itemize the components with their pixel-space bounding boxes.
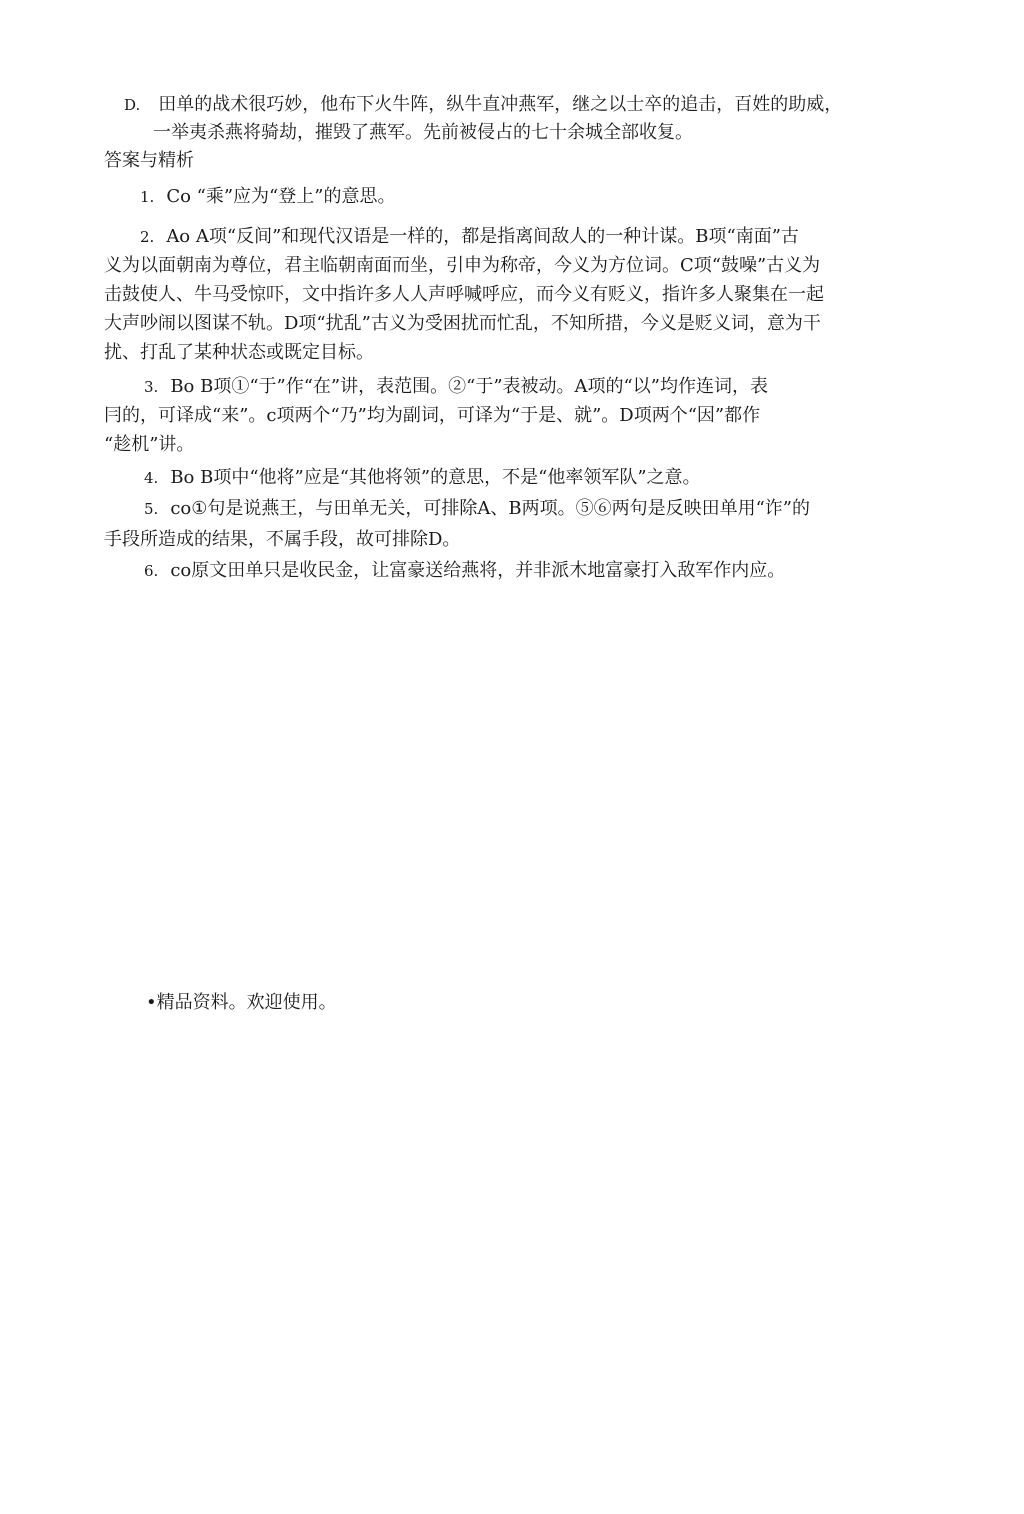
answer-3-line-1 [144,374,768,400]
answer-5-line-2: 手段所造成的结果，不属手段，故可排除D。 [104,529,461,550]
option-d-line-2: 一举夷杀燕将骑劫，摧毁了燕军。先前被侵占的七十余城全部收复。 [153,122,693,143]
option-d-marker: D. [124,96,141,114]
answer-1-number: 1. [140,188,155,206]
answer-3-line-2: 冃的，可译成“来”。c项两个“乃”均为副词，可译为“于是、就”。D项两个“因”都作 [104,405,761,426]
answer-1-text: Co “乘”应为“登上”的意思。 [166,186,396,207]
answer-4-text: Bo B项中“他将”应是“其他将领”的意思，不是“他率领军队”之意。 [170,467,701,488]
answer-6-number: 6. [144,562,159,580]
answer-3-number: 3. [144,378,159,396]
answer-5-text-1: co①句是说燕王，与田单无关，可排除A、B两项。⑤⑥两句是反映田单用“诈”的 [170,498,810,519]
answer-2-line-5: 扰、打乱了某种状态或既定目标。 [104,342,374,363]
option-d-line-1 [124,92,842,118]
answer-4-number: 4. [144,469,159,487]
answer-6-line-1 [144,558,785,584]
answer-2-line-2: 义为以面朝南为尊位，君主临朝南面而坐，引申为称帝，今义为方位词。C项“鼓噪”古义为 [104,255,821,276]
answer-2-text-1: Ao A项“反间”和现代汉语是一样的，都是指离间敌人的一种计谋。B项“南面”古 [166,226,799,247]
answer-2-line-3: 击鼓使人、牛马受惊吓，文中指许多人人声呼喊呼应，而今义有贬义，指许多人聚集在一起 [104,284,824,305]
answer-2-number: 2. [140,228,155,246]
answers-heading: 答案与精析 [104,150,194,171]
answer-2-line-4: 大声吵闹以图谋不轨。D项“扰乱”古义为受困扰而忙乱，不知所措，今义是贬义词，意为干 [104,313,821,334]
answer-5-line-1 [144,496,810,522]
answer-2-line-1 [140,224,799,250]
option-d-text-1: 田单的战术很巧妙，他布下火牛阵，纵牛直冲燕军，继之以士卒的追击，百姓的助威， [158,94,843,115]
answer-4-line-1 [144,465,701,491]
answer-1-line-1 [140,184,395,210]
answer-3-line-3: “趁机”讲。 [104,434,195,455]
answer-6-text: co原文田单只是收民金，让富豪送给燕将，并非派木地富豪打入敌军作内应。 [170,560,786,581]
answer-3-text-1: Bo B项①“于”作“在”讲，表范围。②“于”表被动。A项的“以”均作连词，表 [170,376,768,397]
footer-note: •精品资料。欢迎使用。 [146,992,337,1013]
answer-5-number: 5. [144,500,159,518]
